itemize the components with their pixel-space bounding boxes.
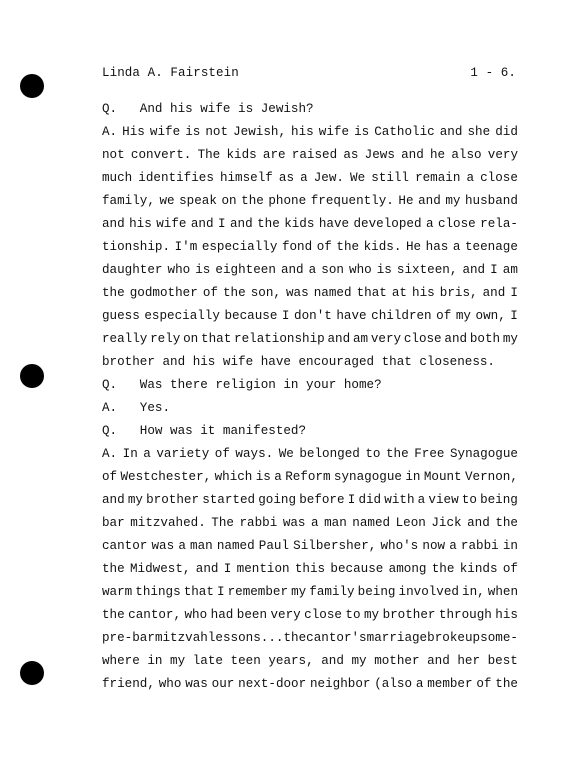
- transcript-line: guess especially because I don't have children of my own, I: [102, 309, 518, 323]
- transcript-line: Q. How was it manifested?: [102, 424, 307, 438]
- transcript-line: A. His wife is not Jewish, his wife is Catholic and she did: [102, 125, 518, 139]
- interviewee-name: Linda A. Fairstein: [102, 66, 239, 80]
- binder-hole: [20, 661, 44, 685]
- transcript-line: A. In a variety of ways. We belonged to the Free Synagogue: [102, 447, 518, 461]
- transcript-line: and my brother started going before I did with a view to being: [102, 493, 518, 507]
- transcript-line: not convert. The kids are raised as Jews and he also very: [102, 148, 518, 162]
- transcript-line: the cantor, who had been very close to my brother through his: [102, 608, 518, 622]
- transcript-line: warm things that I remember my family being involved in, when: [102, 585, 518, 599]
- binder-hole: [20, 364, 44, 388]
- transcript-line: the Midwest, and I mention this because among the kinds of: [102, 562, 518, 576]
- transcript-line: daughter who is eighteen and a son who is sixteen, and I am: [102, 263, 518, 277]
- transcript-line: really rely on that relationship and am very close and both my: [102, 332, 518, 346]
- transcript-line: family, we speak on the phone frequently. He and my husband: [102, 194, 518, 208]
- transcript-line: where in my late teen years, and my mother and her best: [102, 654, 518, 668]
- transcript-line: of Westchester, which is a Reform synagogue in Mount Vernon,: [102, 470, 518, 484]
- page-header: [102, 66, 516, 84]
- transcript-line: A. Yes.: [102, 401, 171, 415]
- transcript-line: bar mitzvahed. The rabbi was a man named Leon Jick and the: [102, 516, 518, 530]
- transcript-line: friend, who was our next-door neighbor (also a member of the: [102, 677, 518, 691]
- transcript-line: the godmother of the son, was named that at his bris, and I: [102, 286, 518, 300]
- transcript-line: tionship. I'm especially fond of the kids. He has a teenage: [102, 240, 518, 254]
- transcript-line: and his wife and I and the kids have developed a close rela-: [102, 217, 518, 231]
- page-number: 1 - 6.: [470, 66, 516, 80]
- transcript-line: much identifies himself as a Jew. We still remain a close: [102, 171, 518, 185]
- transcript-body: [102, 98, 518, 696]
- transcript-line: brother and his wife have encouraged that closeness.: [102, 355, 495, 369]
- transcript-line: pre-bar mitzvah lessons...the cantor's marriage broke up some-: [102, 631, 518, 645]
- binder-hole: [20, 74, 44, 98]
- transcript-line: Q. And his wife is Jewish?: [102, 102, 314, 116]
- transcript-line: cantor was a man named Paul Silbersher, who's now a rabbi in: [102, 539, 518, 553]
- transcript-line: Q. Was there religion in your home?: [102, 378, 382, 392]
